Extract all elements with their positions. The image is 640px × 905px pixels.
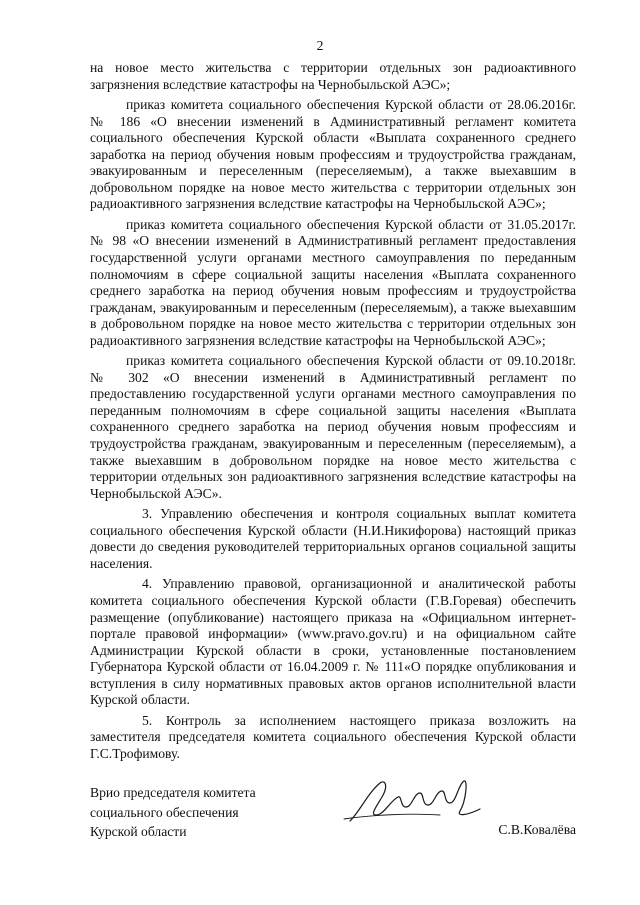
paragraph-item-4: 4. Управлению правовой, организационной и аналитической работы комитета социального обеспечения Курской области (Г.В.Горевая) обеспечить размещение (опубликование) настоящего приказа на «Официальном интернет-портале правовой информации» (www.pravo.gov.ru) и на официальном сайте Администрации Курской области в сроки, установленные постановлением Губернатора Курской области от 16.04.2009 г. № 111«О порядке опубликования и вступления в силу нормативных правовых актов органов исполнительной власти Курской области. (90, 576, 576, 708)
paragraph-item-5: 5. Контроль за исполнением настоящего приказа возложить на заместителя председателя комитета социального обеспечения Курской области Г.С.Трофимову. (90, 712, 576, 761)
paragraph-order-2016: приказ комитета социального обеспечения Курской области от 28.06.2016г. № 186 «О внесении изменений в Административный регламент комитета социального обеспечения Курской области «Выплата сохраненного среднего заработка на период обучения новым профессиям и трудоустройства гражданам, эвакуированным и переселенным (переселяемым), а также выехавшим в добровольном порядке на новое место жительства с территории отдельных зон радиоактивного загрязнения вследствие катастрофы на Чернобыльской АЭС»; (90, 97, 576, 212)
document-body (90, 60, 576, 762)
paragraph-order-2018: приказ комитета социального обеспечения Курской области от 09.10.2018г. № 302 «О внесении изменений в Административный регламент по предоставлению государственной услуги органами местного самоуправления по переданным полномочиям в сфере социальной защиты населения «Выплата сохраненного среднего заработка на период обучения новым профессиям и трудоустройства гражданам, эвакуированным и переселенным (переселяемым), а также выехавшим в добровольном порядке на новое место жительства с территории отдельных зон радиоактивного загрязнения вследствие катастрофы на Чернобыльской АЭС». (90, 353, 576, 501)
page-number: 2 (316, 38, 324, 53)
signature-block (90, 783, 576, 843)
paragraph-order-2017: приказ комитета социального обеспечения Курской области от 31.05.2017г. № 98 «О внесении изменений в Административный регламент предоставления государственной услуги органами местного самоуправления по переданным полномочиям в сфере социальной защиты населения «Выплата сохраненного среднего заработка на период обучения новым профессиям и трудоустройства гражданам, эвакуированным и переселенным (переселяемым), а также выехавшим в добровольном порядке на новое место жительства с территории отдельных зон радиоактивного загрязнения вследствие катастрофы на Чернобыльской АЭС»; (90, 216, 576, 348)
handwritten-signature (340, 771, 490, 831)
paragraph-continuation: на новое место жительства с территории отдельных зон радиоактивного загрязнения вследствие катастрофы на Чернобыльской АЭС»; (90, 60, 576, 92)
signatory-name: С.В.Ковалёва (498, 822, 576, 837)
signatory-title (90, 783, 256, 842)
signatory-title-line: Врио председателя комитета (90, 785, 256, 800)
paragraph-item-3: 3. Управлению обеспечения и контроля социальных выплат комитета социального обеспечения Курской области (Н.И.Никифорова) настоящий приказ довести до сведения руководителей территориальных органов социальной защиты населения. (90, 506, 576, 571)
signatory-title-line: социального обеспечения (90, 804, 239, 820)
signatory-title-line: Курской области (90, 824, 187, 839)
